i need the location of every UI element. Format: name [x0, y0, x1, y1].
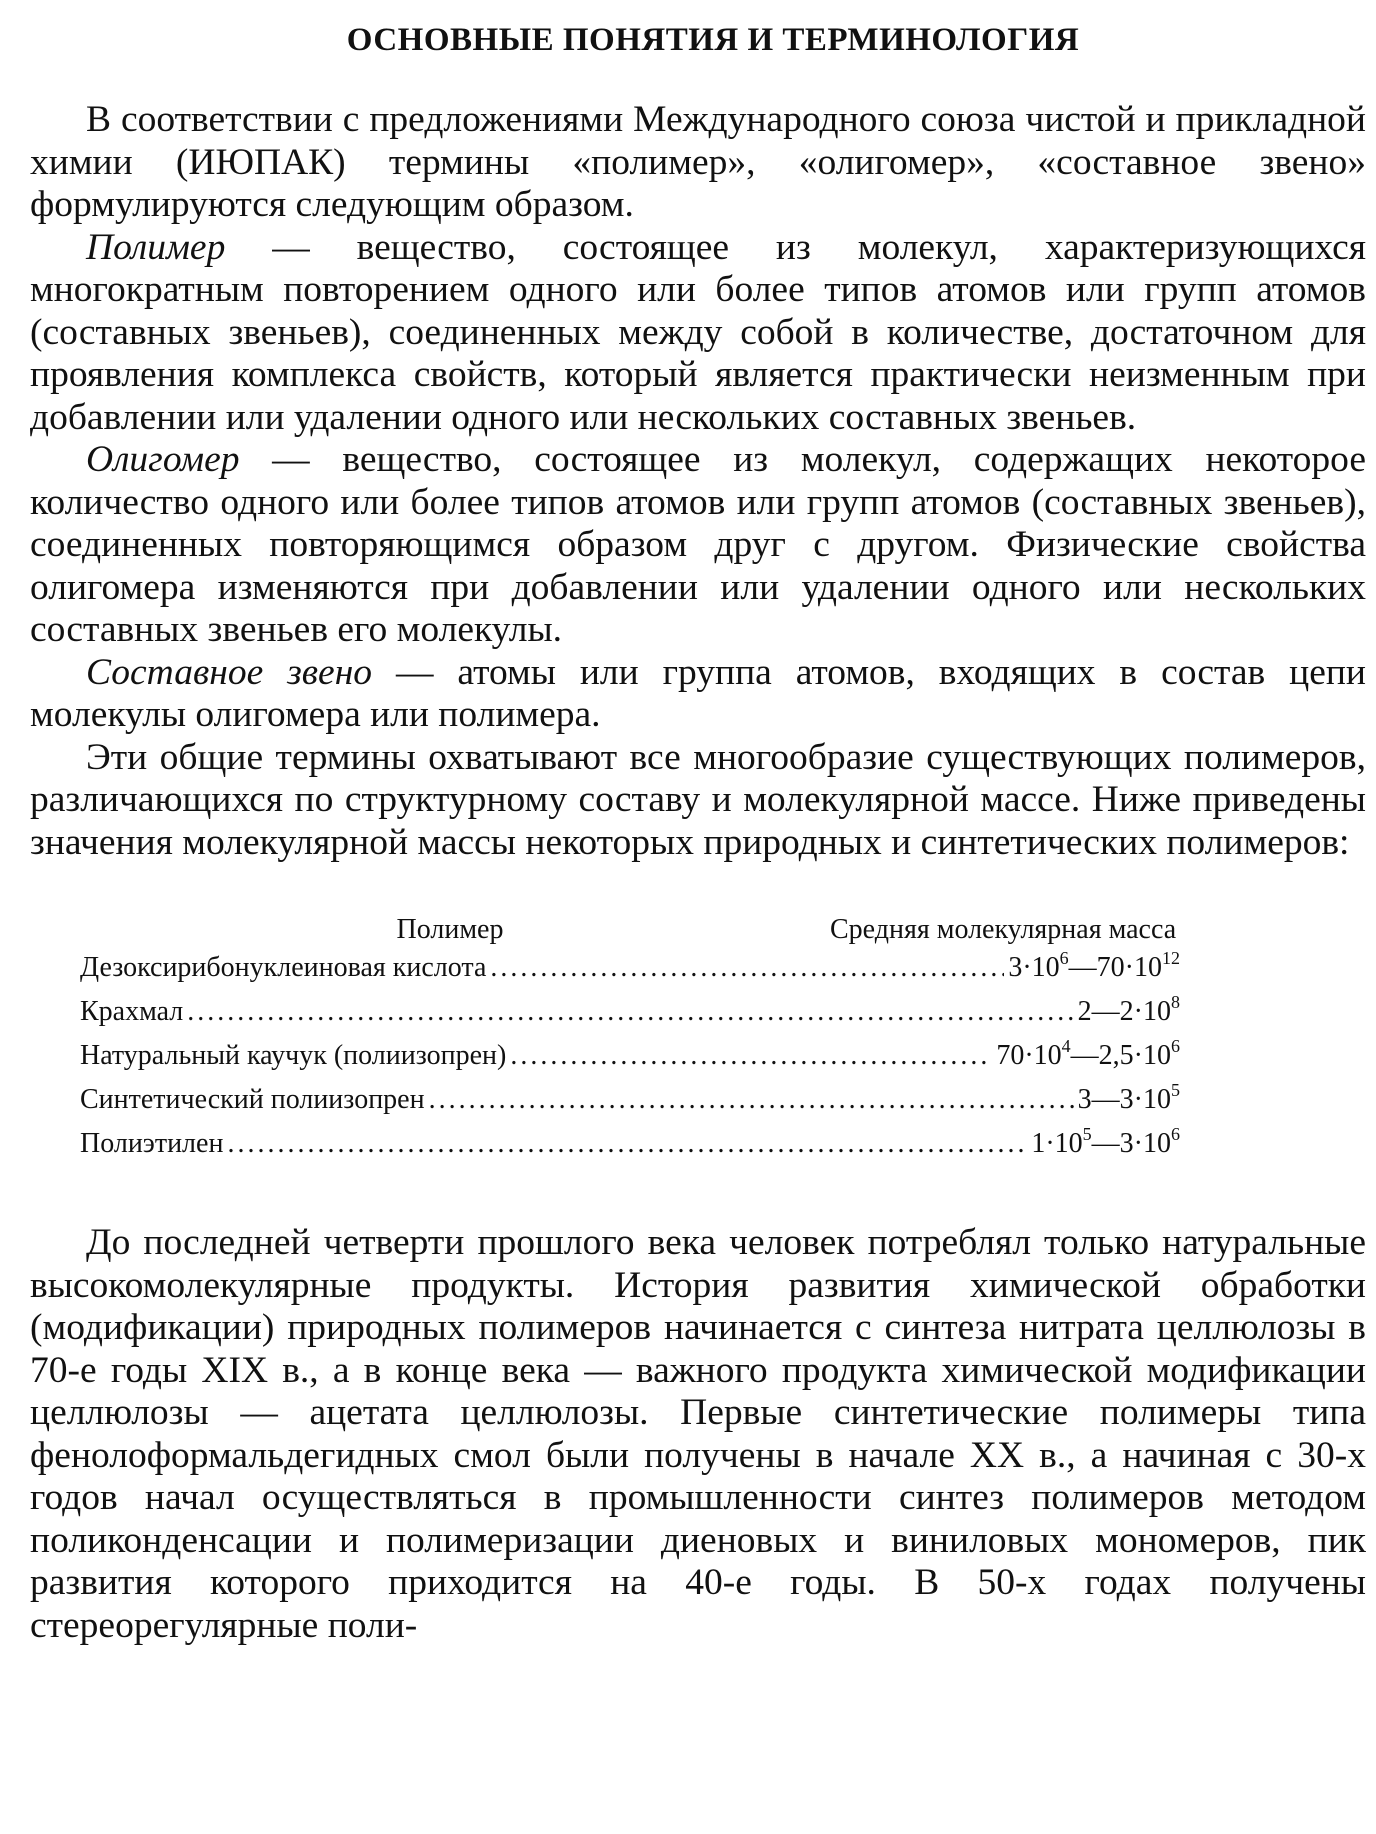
dot-leader [227, 1122, 1027, 1166]
history-section [30, 1222, 1366, 1647]
table-row [80, 990, 1180, 1034]
row-value: $70\cdot 10^4—2,5\cdot 10^6$ [996, 1036, 1180, 1071]
dot-leader [429, 1078, 1074, 1122]
row-value: $1\cdot 10^5—3\cdot 10^6$ [1031, 1124, 1180, 1159]
definition-term: Составное звено [86, 651, 373, 693]
row-value: $3—3\cdot 10^5$ [1077, 1080, 1180, 1115]
definition-term: Полимер [86, 226, 226, 268]
dot-leader [187, 990, 1073, 1034]
row-name: Синтетический полиизопрен [80, 1084, 425, 1115]
row-name: Полиэтилен [80, 1128, 224, 1159]
row-name: Дезоксирибонуклеиновая кислота [80, 952, 487, 983]
body-text [30, 99, 1366, 864]
row-name: Натуральный каучук (полиизопрен) [80, 1040, 507, 1071]
history-paragraph: До последней четверти прошлого века человек потреблял только натуральные высокомолекулярные продукты. История развития химической обработки (модификации) природных полимеров начинается с синтеза нитрата целлюлозы в 70-е годы XIX в., а в конце века — важного продукта химической модификации целлюлозы — ацетата целлюлозы. Первые синтетические полимеры типа фенолоформальдегидных смол были получены в начале XX в., а начиная с 30-х годов начал осуществляться в промышленности синтез полимеров методом поликонденсации и полимеризации диеновых и виниловых мономеров, пик развития которого приходится на 40-е годы. В 50-х годах получены стереорегулярные поли- [30, 1222, 1366, 1646]
row-value: $3\cdot 10^6—70\cdot 10^{12}$ [1008, 948, 1180, 983]
row-name: Крахмал [80, 996, 184, 1027]
intro-paragraph: В соответствии с предложениями Международного союза чистой и прикладной химии (ИЮПАК) термины «полимер», «олигомер», «составное звено» формулируются следующим образом. [30, 99, 1366, 225]
summary-paragraph: Эти общие термины охватывают все многообразие существующих полимеров, различающихся по структурному составу и молекулярной массе. Ниже приведены значения молекулярной массы некоторых природных и синтетических полимеров: [30, 736, 1366, 863]
dot-leader [490, 946, 1004, 990]
table-row [80, 1034, 1180, 1078]
definition-text: — атомы или группа атомов, входящих в состав цепи молекулы олигомера или полимера. [30, 651, 1367, 735]
header-mass: Средняя молекулярная масса [830, 914, 1177, 945]
section-title: ОСНОВНЫЕ ПОНЯТИЯ И ТЕРМИНОЛОГИЯ [346, 22, 1080, 58]
table-row [80, 946, 1180, 990]
definition-polymer [30, 227, 1366, 440]
dot-leader [510, 1034, 992, 1078]
definition-text: — вещество, состоящее из молекул, содержащих некоторое количество одного или более типов атомов или групп атомов (составных звеньев), соединенных повторяющимся образом друг с другом. Физические свойства олигомера изменяются при добавлении или удалении одного или нескольких составных звеньев его молекулы. [30, 439, 1366, 650]
table-header [80, 906, 1340, 946]
table-row [80, 1078, 1180, 1122]
definition-oligomer [30, 439, 1366, 652]
row-value: $2—2\cdot 10^8$ [1077, 992, 1180, 1027]
header-polymer: Полимер [396, 914, 504, 945]
definition-text: — вещество, состоящее из молекул, характеризующихся многократным повторением одного или более типов атомов или групп атомов (составных звеньев), соединенных между собой в количестве, достаточном для проявления комплекса свойств, который является практически неизменным при добавлении или удалении одного или нескольких составных звеньев. [30, 226, 1366, 438]
table-row [80, 1122, 1180, 1166]
molecular-mass-table [80, 906, 1340, 1166]
definition-unit [30, 652, 1366, 737]
definition-term: Олигомер [86, 439, 240, 480]
